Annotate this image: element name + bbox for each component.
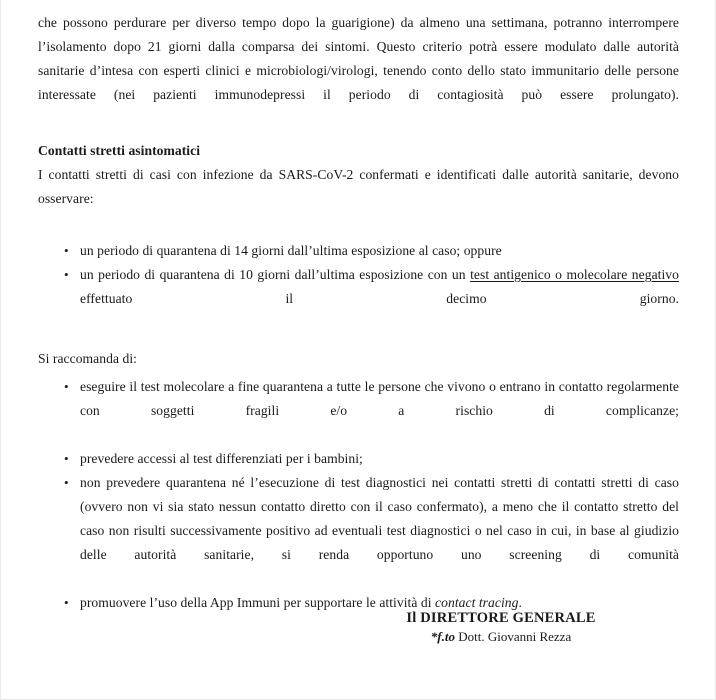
text-run: un periodo di quarantena di 14 giorni dall’ultima esposizione al caso; oppure <box>80 243 502 258</box>
bullet-list-quarantena <box>38 239 679 335</box>
signature-block <box>331 609 671 646</box>
text-run: non prevedere quarantena né l’esecuzione di test diagnostici nei contatti stretti di contatti stretti di caso (ovvero non vi sia stato nessun contatto diretto con il caso confermato), a meno che il contatto stretto del caso non risulti successivamente positivo ad eventuali test diagnostici o nel caso in cui, in base al giudizio delle autorità sanitarie, si renda opportuno uno screening di comunità <box>80 475 679 562</box>
signature-name <box>331 628 671 646</box>
signature-person-name: Dott. Giovanni Rezza <box>454 629 572 644</box>
italic-run: contact tracing <box>435 595 519 610</box>
lead-paragraph-raccomandazioni: Si raccomanda di: <box>38 351 137 366</box>
list-item <box>38 447 679 471</box>
lead-text: I contatti stretti di casi con infezione da SARS-CoV-2 confermati e identificati dalle autorità sanitarie, devono osservare: <box>38 167 679 206</box>
signature-fto-marker: *f.to <box>430 629 455 644</box>
lead-paragraph-contatti-stretti <box>38 163 679 235</box>
signature-title: Il DIRETTORE GENERALE <box>406 610 596 626</box>
text-run: effettuato il decimo giorno. <box>80 291 679 306</box>
spacer <box>38 335 679 347</box>
bullet-list-raccomandazioni <box>38 375 679 615</box>
list-item-text <box>80 451 363 466</box>
list-item-text <box>80 475 679 586</box>
text-run: eseguire il test molecolare a fine quarantena a tutte le persone che vivono o entrano in contatto regolarmente con soggetti fragili e/o a rischio di complicanze; <box>80 379 679 418</box>
list-item <box>38 263 679 335</box>
list-item-text <box>80 595 522 610</box>
text-run: . <box>518 595 522 610</box>
list-item <box>38 471 679 591</box>
list-item-text <box>80 379 679 442</box>
document-body <box>38 11 679 615</box>
underlined-run: test antigenico o molecolare negativo <box>470 267 680 282</box>
list-item <box>38 375 679 447</box>
text-run: un periodo di quarantena di 10 giorni dall’ultima esposizione con un <box>80 267 471 282</box>
text-run: promuovere l’uso della App Immuni per supportare le attività di <box>80 595 436 610</box>
paragraph-continuation <box>38 11 679 131</box>
list-item-text <box>80 243 502 258</box>
paragraph-text: che possono perdurare per diverso tempo dopo la guarigione) da almeno una settimana, potranno interrompere l’isolamento dopo 21 giorni dalla comparsa dei sintomi. Questo criterio potrà essere modulato dalle autorità sanitarie d’intesa con esperti clinici e microbiologi/virologi, tenendo conto dello stato immunitario delle persone interessate (nei pazienti immunodepressi il periodo di contagiosità può essere prolungato). <box>38 15 679 102</box>
section-heading-contatti-stretti-asintomatici: Contatti stretti asintomatici <box>38 143 201 158</box>
list-item <box>38 239 679 263</box>
spacer <box>38 131 679 139</box>
list-item-text <box>80 267 679 330</box>
text-run: prevedere accessi al test differenziati per i bambini; <box>80 451 363 466</box>
